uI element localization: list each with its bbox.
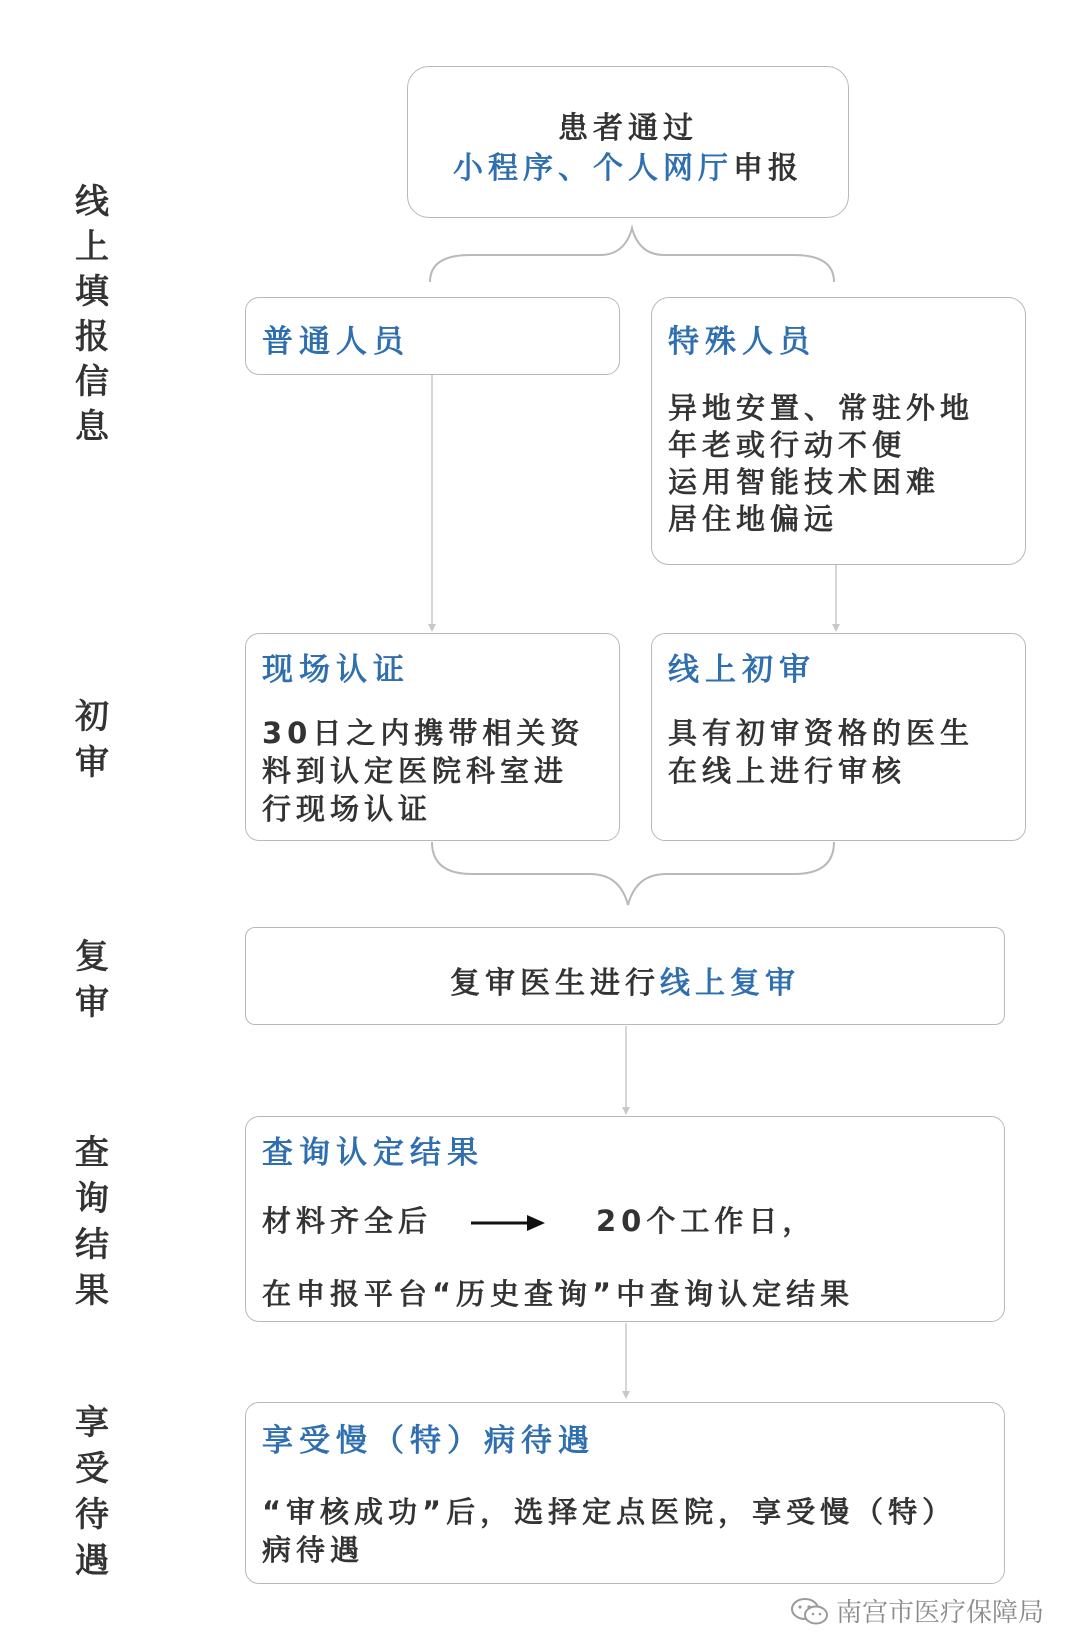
onsite-certification-box: [245, 633, 620, 841]
ordinary-people-box: [245, 297, 620, 375]
stage-label-enjoy-benefits: 享受待遇: [75, 1403, 109, 1581]
benefit-box: [245, 1402, 1005, 1584]
bottom-brace: [432, 842, 834, 905]
special-people-box: [651, 297, 1026, 565]
online-initial-description: 具有初审资格的医生 在线上进行审核: [668, 716, 975, 788]
top-box-line2: 小程序、个人网厅申报: [453, 151, 803, 186]
stage-label-re-review: 复审: [75, 937, 109, 1023]
online-initial-review-box: [651, 633, 1026, 841]
query-title: 查询认定结果: [262, 1135, 484, 1171]
query-left-text: 材料齐全后: [262, 1204, 433, 1238]
onsite-title: 现场认证: [262, 652, 410, 688]
special-item: 运用智能技术困难: [668, 465, 941, 499]
online-initial-title: 线上初审: [668, 652, 816, 688]
onsite-description: 30日之内携带相关资 料到认定医院科室进 行现场认证: [262, 716, 585, 826]
watermark: 南宫市医疗保障局: [790, 1592, 1044, 1629]
query-result-box: [245, 1116, 1005, 1322]
right-arrow-icon: [471, 1213, 547, 1237]
benefit-description: “审核成功”后，选择定点医院，享受慢（特） 病待遇: [262, 1495, 957, 1567]
re-review-box: [245, 927, 1005, 1025]
top-application-box: [407, 66, 849, 218]
top-brace: [430, 228, 834, 282]
re-review-text: 复审医生进行线上复审: [450, 966, 800, 1001]
stage-label-initial-review: 初审: [75, 697, 109, 783]
ordinary-title: 普通人员: [262, 324, 410, 360]
query-line2: 在申报平台“历史查询”中查询认定结果: [262, 1277, 855, 1311]
stage-label-query-result: 查询结果: [75, 1133, 109, 1311]
stage-label-online-fill: 线上填报信息: [75, 182, 109, 447]
benefit-title: 享受慢（特）病待遇: [262, 1423, 595, 1459]
special-item: 年老或行动不便: [668, 428, 907, 462]
query-right-text: 20个工作日，: [596, 1204, 817, 1238]
special-items: [668, 390, 974, 538]
wechat-icon: [790, 1596, 830, 1626]
special-item: 异地安置、常驻外地: [668, 391, 975, 425]
top-box-line1: 患者通过: [558, 111, 698, 146]
special-item: 居住地偏远: [668, 502, 839, 536]
special-title: 特殊人员: [668, 324, 816, 360]
